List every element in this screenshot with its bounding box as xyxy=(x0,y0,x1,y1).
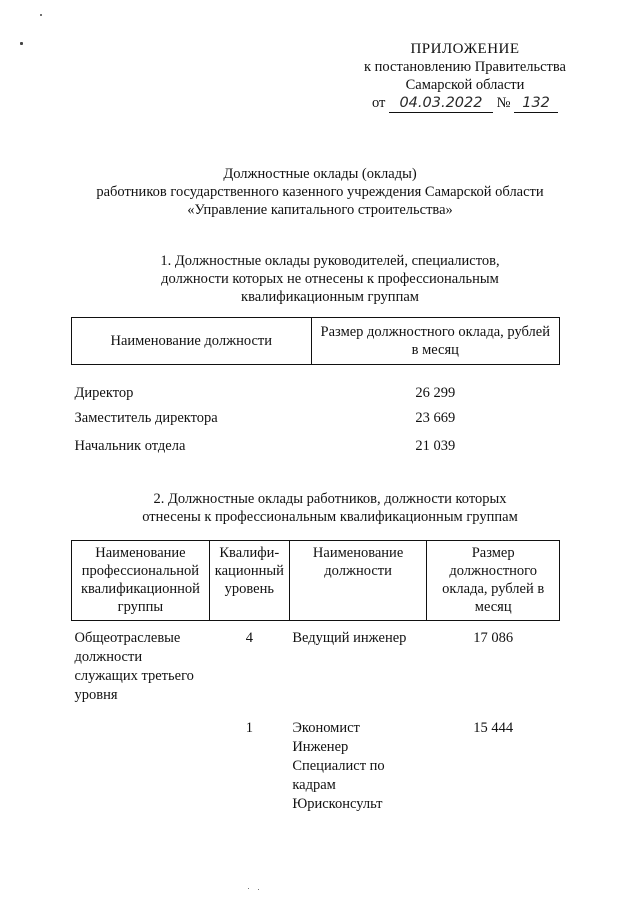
handwritten-number: 132 xyxy=(514,94,558,113)
header-qualification-level: Квалифи-кационный уровень xyxy=(209,541,289,621)
table-row xyxy=(72,705,560,814)
cell-level: 4 xyxy=(245,630,253,646)
header-salary: Размер должностного оклада, рублей в месяц xyxy=(311,318,559,365)
section-2-heading-line: 2. Должностные оклады работников, должности которых xyxy=(153,491,507,507)
date-number-line xyxy=(300,94,630,113)
document-title xyxy=(0,165,640,219)
scan-speck xyxy=(20,42,23,45)
cell-position: Директор xyxy=(74,384,134,401)
header-qualification-group: Наименование профессиональной квалификационной группы xyxy=(72,541,210,621)
header-position: Наименование должности xyxy=(72,318,312,365)
cell-salary: 17 086 xyxy=(473,630,514,646)
cell-group: Общеотраслевые должности служащих третьего уровня xyxy=(74,630,194,703)
position-name: Ведущий инженер xyxy=(292,630,407,646)
salary-table-1 xyxy=(71,317,560,461)
date-prefix: от xyxy=(371,95,386,111)
title-line-2: работников государственного казенного учреждения Самарской области xyxy=(96,184,544,200)
cell-salary: 23 669 xyxy=(415,410,456,426)
appendix-line-2: Самарской области xyxy=(405,77,525,93)
table-header-row xyxy=(72,541,560,621)
appendix-title: ПРИЛОЖЕНИЕ xyxy=(410,41,520,57)
salary-table-2 xyxy=(71,540,560,814)
section-2-heading-line: отнесены к профессиональным квалификационным группам xyxy=(142,509,518,525)
position-name: Юрисконсульт xyxy=(292,796,383,812)
cell-position: Начальник отдела xyxy=(74,438,186,454)
table-row xyxy=(72,433,560,461)
position-name: Экономист xyxy=(292,720,360,736)
cell-salary: 15 444 xyxy=(473,720,514,736)
cell-positions xyxy=(289,705,427,814)
section-2-heading xyxy=(70,490,590,526)
section-1-heading-line: квалификационным группам xyxy=(241,289,419,305)
scan-speck xyxy=(40,14,42,16)
cell-level: 1 xyxy=(245,720,253,736)
handwritten-date: 04.03.2022 xyxy=(389,94,493,113)
cell-salary: 21 039 xyxy=(415,438,456,454)
scan-speck xyxy=(258,889,259,890)
position-name: Инженер xyxy=(292,739,349,755)
appendix-line-1: к постановлению Правительства xyxy=(364,59,566,75)
cell-group xyxy=(72,705,210,814)
cell-salary: 26 299 xyxy=(415,384,456,401)
table-row xyxy=(72,621,560,706)
table-row xyxy=(72,365,560,405)
title-line-3: «Управление капитального строительства» xyxy=(187,202,453,218)
cell-positions xyxy=(289,621,427,706)
table-row xyxy=(72,405,560,433)
scan-speck xyxy=(248,888,249,889)
cell-position: Заместитель директора xyxy=(74,410,218,426)
section-1-heading-line: должности которых не отнесены к профессиональным xyxy=(161,271,499,287)
position-name: Специалист по кадрам xyxy=(292,758,385,793)
table-header-row xyxy=(72,318,560,365)
section-1-heading xyxy=(90,252,570,306)
header-position: Наименование должности xyxy=(289,541,427,621)
title-line-1: Должностные оклады (оклады) xyxy=(223,166,417,182)
header-salary: Размер должностного оклада, рублей в месяц xyxy=(427,541,560,621)
number-prefix: № xyxy=(496,95,511,111)
section-1-heading-line: 1. Должностные оклады руководителей, специалистов, xyxy=(160,253,500,269)
appendix-block xyxy=(300,40,630,113)
